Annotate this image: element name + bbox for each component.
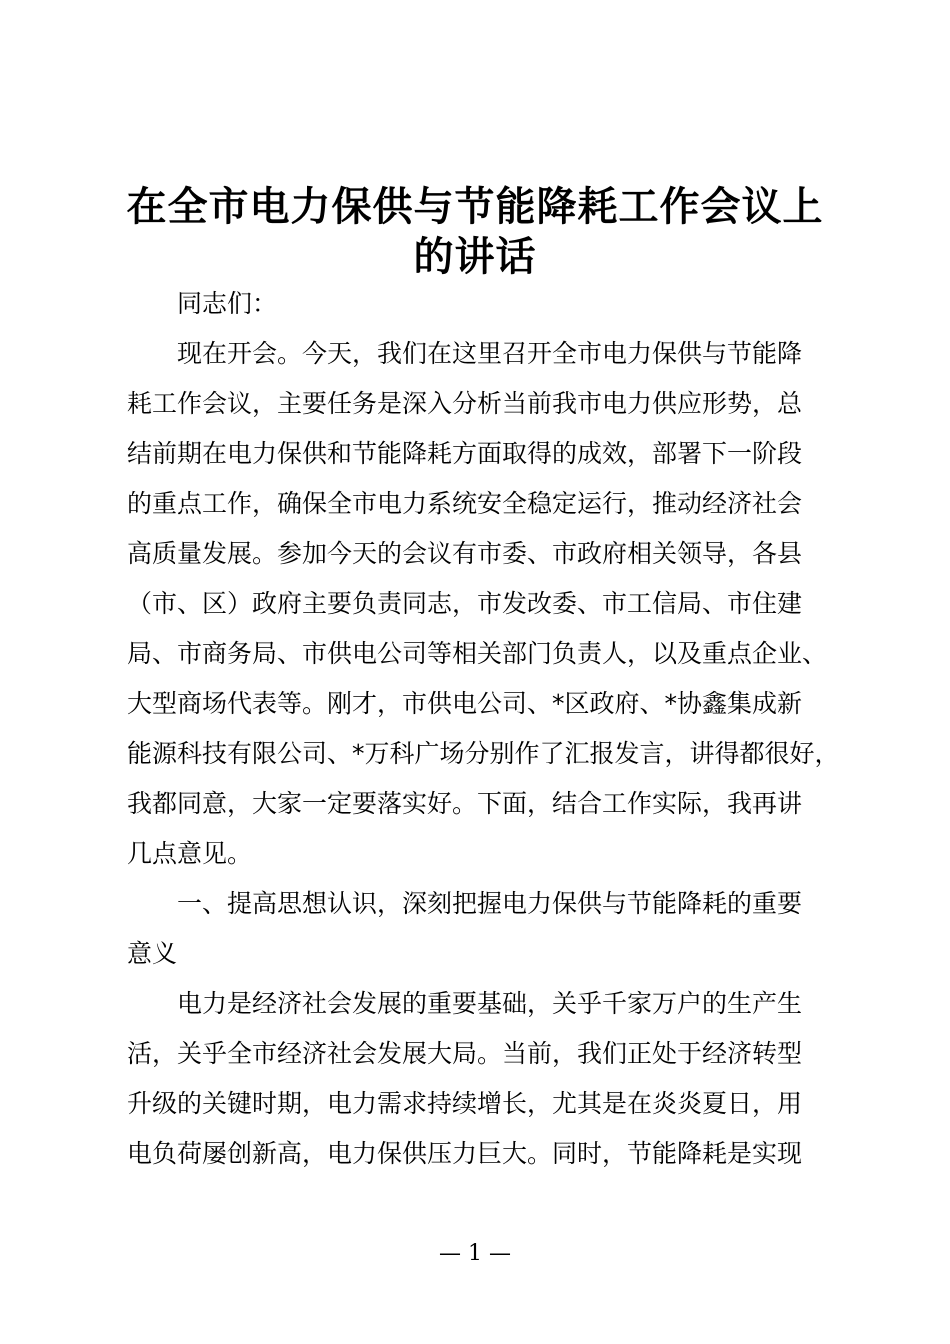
document-title-line-1: 在全市电力保供与节能降耗工作会议上: [126, 183, 824, 230]
body-line: 升级的关键时期，电力需求持续增长，尤其是在炎炎夏日，用: [127, 1089, 803, 1118]
body-line: 我都同意，大家一定要落实好。下面，结合工作实际，我再讲: [127, 789, 803, 818]
body-line: 大型商场代表等。刚才，市供电公司、*区政府、*协鑫集成新: [127, 689, 803, 718]
document-title-line-2: 的讲话: [413, 233, 537, 280]
body-line: 电力是经济社会发展的重要基础，关乎千家万户的生产生: [177, 989, 803, 1018]
body-line: 电负荷屡创新高，电力保供压力巨大。同时，节能降耗是实现: [127, 1139, 803, 1168]
body-line: 结前期在电力保供和节能降耗方面取得的成效，部署下一阶段: [127, 439, 803, 468]
salutation: 同志们：: [177, 289, 278, 318]
body-line: 局、市商务局、市供电公司等相关部门负责人，以及重点企业、: [127, 639, 828, 668]
body-line: 能源科技有限公司、*万科广场分别作了汇报发言，讲得都很好，: [127, 739, 840, 768]
body-line: 几点意见。: [127, 839, 253, 868]
body-line: 高质量发展。参加今天的会议有市委、市政府相关领导，各县: [127, 539, 803, 568]
body-line: （市、区）政府主要负责同志，市发改委、市工信局、市住建: [127, 589, 803, 618]
body-line: 耗工作会议，主要任务是深入分析当前我市电力供应形势，总: [127, 389, 803, 418]
section-heading-line: 意义: [127, 939, 178, 968]
section-heading-line: 一、提高思想认识，深刻把握电力保供与节能降耗的重要: [177, 889, 803, 918]
body-line: 现在开会。今天，我们在这里召开全市电力保供与节能降: [177, 339, 803, 368]
body-line: 活，关乎全市经济社会发展大局。当前，我们正处于经济转型: [127, 1039, 803, 1068]
page-number: — 1 —: [439, 1241, 511, 1266]
body-line: 的重点工作，确保全市电力系统安全稳定运行，推动经济社会: [127, 489, 803, 518]
